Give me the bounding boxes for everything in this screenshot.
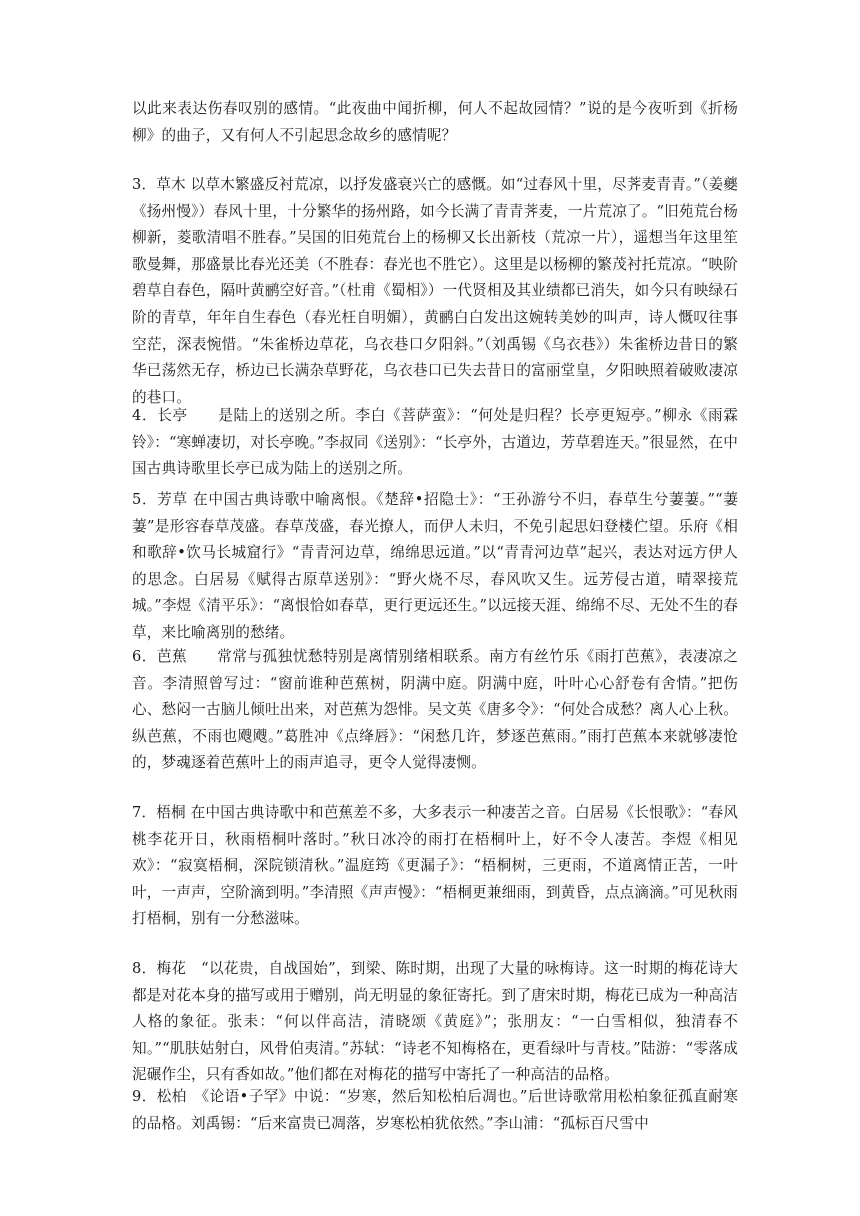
paragraph-8-plum-blossom: 8．梅花 “以花贵，自战国始”，到梁、陈时期，出现了大量的咏梅诗。这一时期的梅花诗大都是对花本身的描写或用于赠别，尚无明显的象征寄托。到了唐宋时期，梅花已成为一种高洁人格的象征。张耒：“何以伴高洁，清晓颂《黄庭》”；张朋友：“一白雪相似，独清春不知。”“肌肤姑射白，风骨伯夷清。”苏轼：“诗老不知梅格在，更看绿叶与青枝。”陆游：“零落成泥碾作尘，只有香如故。”他们都在对梅花的描写中寄托了一种高洁的品格。: [132, 960, 738, 1084]
paragraph-willow-continuation: 以此来表达伤春叹别的感情。“此夜曲中闻折柳，何人不起故园情？”说的是今夜听到《折杨柳》的曲子，又有何人不引起思念故乡的感情呢？: [132, 100, 738, 144]
paragraph-9-pine-cypress: 9．松柏 《论语•子罕》中说：“岁寒，然后知松柏后凋也。”后世诗歌常用松柏象征孤直耐寒的品格。刘禹锡：“后来富贵已凋落，岁寒松柏犹依然。”李山浦：“孤标百尺雪中: [132, 1088, 738, 1132]
paragraph-4-long-pavilion: 4．长亭 是陆上的送别之所。李白《菩萨蛮》：“何处是归程？长亭更短亭。”柳永《雨霖铃》：“寒蝉凄切，对长亭晚。”李叔同《送别》：“长亭外，古道边，芳草碧连天。”很显然，在中国古典诗歌里长亭已成为陆上的送别之所。: [132, 407, 738, 478]
paragraph-7-wutong-tree: 7．梧桐 在中国古典诗歌中和芭蕉差不多，大多表示一种凄苦之音。白居易《长恨歌》：“春风桃李花开日，秋雨梧桐叶落时。”秋日冰冷的雨打在梧桐叶上，好不令人凄苦。李煜《相见欢》：“寂寞梧桐，深院锁清秋。”温庭筠《更漏子》：“梧桐树，三更雨，不道离情正苦，一叶叶，一声声，空阶滴到明。”李清照《声声慢》：“梧桐更兼细雨，到黄昏，点点滴滴。”可见秋雨打梧桐，别有一分愁滋味。: [132, 804, 738, 928]
paragraph-6-banana-leaves: 6．芭蕉 常常与孤独忧愁特别是离情别绪相联系。南方有丝竹乐《雨打芭蕉》，表凄凉之音。李清照曾写过：“窗前谁种芭蕉树，阴满中庭。阴满中庭，叶叶心心舒卷有舍情。”把伤心、愁闷一古脑儿倾吐出来，对芭蕉为怨悱。吴文英《唐多令》：“何处合成愁？离人心上秋。纵芭蕉，不雨也飕飕。”葛胜冲《点绛唇》：“闲愁几许，梦逐芭蕉雨。”雨打芭蕉本来就够凄怆的，梦魂逐着芭蕉叶上的雨声追寻，更令人觉得凄恻。: [132, 648, 738, 772]
paragraph-5-fragrant-grass: 5．芳草 在中国古典诗歌中喻离恨。《楚辞•招隐士》：“王孙游兮不归，春草生兮萋萋。”“萋萋”是形容春草茂盛。春草茂盛，春光撩人，而伊人未归，不免引起思妇登楼伫望。乐府《相和歌辞•饮马长城窟行》“青青河边草，绵绵思远道。”以“青青河边草”起兴，表达对远方伊人的思念。白居易《赋得古原草送别》：“野火烧不尽，春风吹又生。远芳侵古道，晴翠接荒城。”李煜《清平乐》：“离恨恰如春草，更行更远还生。”以远接天涯、绵绵不尽、无处不生的春草，来比喻离别的愁绪。: [132, 491, 738, 641]
paragraph-3-grass-trees: 3．草木 以草木繁盛反衬荒凉，以抒发盛衰兴亡的感慨。如“过春风十里，尽荠麦青青。”（姜夔《扬州慢》）春风十里，十分繁华的扬州路，如今长满了青青荠麦，一片荒凉了。“旧苑荒台杨柳新，菱歌清唱不胜春。”吴国的旧苑荒台上的杨柳又长出新枝（荒凉一片），遥想当年这里笙歌曼舞，那盛景比春光还美（不胜春：春光也不胜它）。这里是以杨柳的繁茂衬托荒凉。“映阶碧草自春色，隔叶黄鹂空好音。”（杜甫《蜀相》）一代贤相及其业绩都已消失，如今只有映绿石阶的青草，年年自生春色（春光枉自明媚），黄鹂白白发出这婉转美妙的叫声，诗人慨叹往事空茫，深表惋惜。“朱雀桥边草花，乌衣巷口夕阳斜。”（刘禹锡《乌衣巷》）朱雀桥边昔日的繁华已荡然无存，桥边已长满杂草野花，乌衣巷口已失去昔日的富丽堂皇，夕阳映照着破败凄凉的巷口。: [132, 176, 738, 406]
